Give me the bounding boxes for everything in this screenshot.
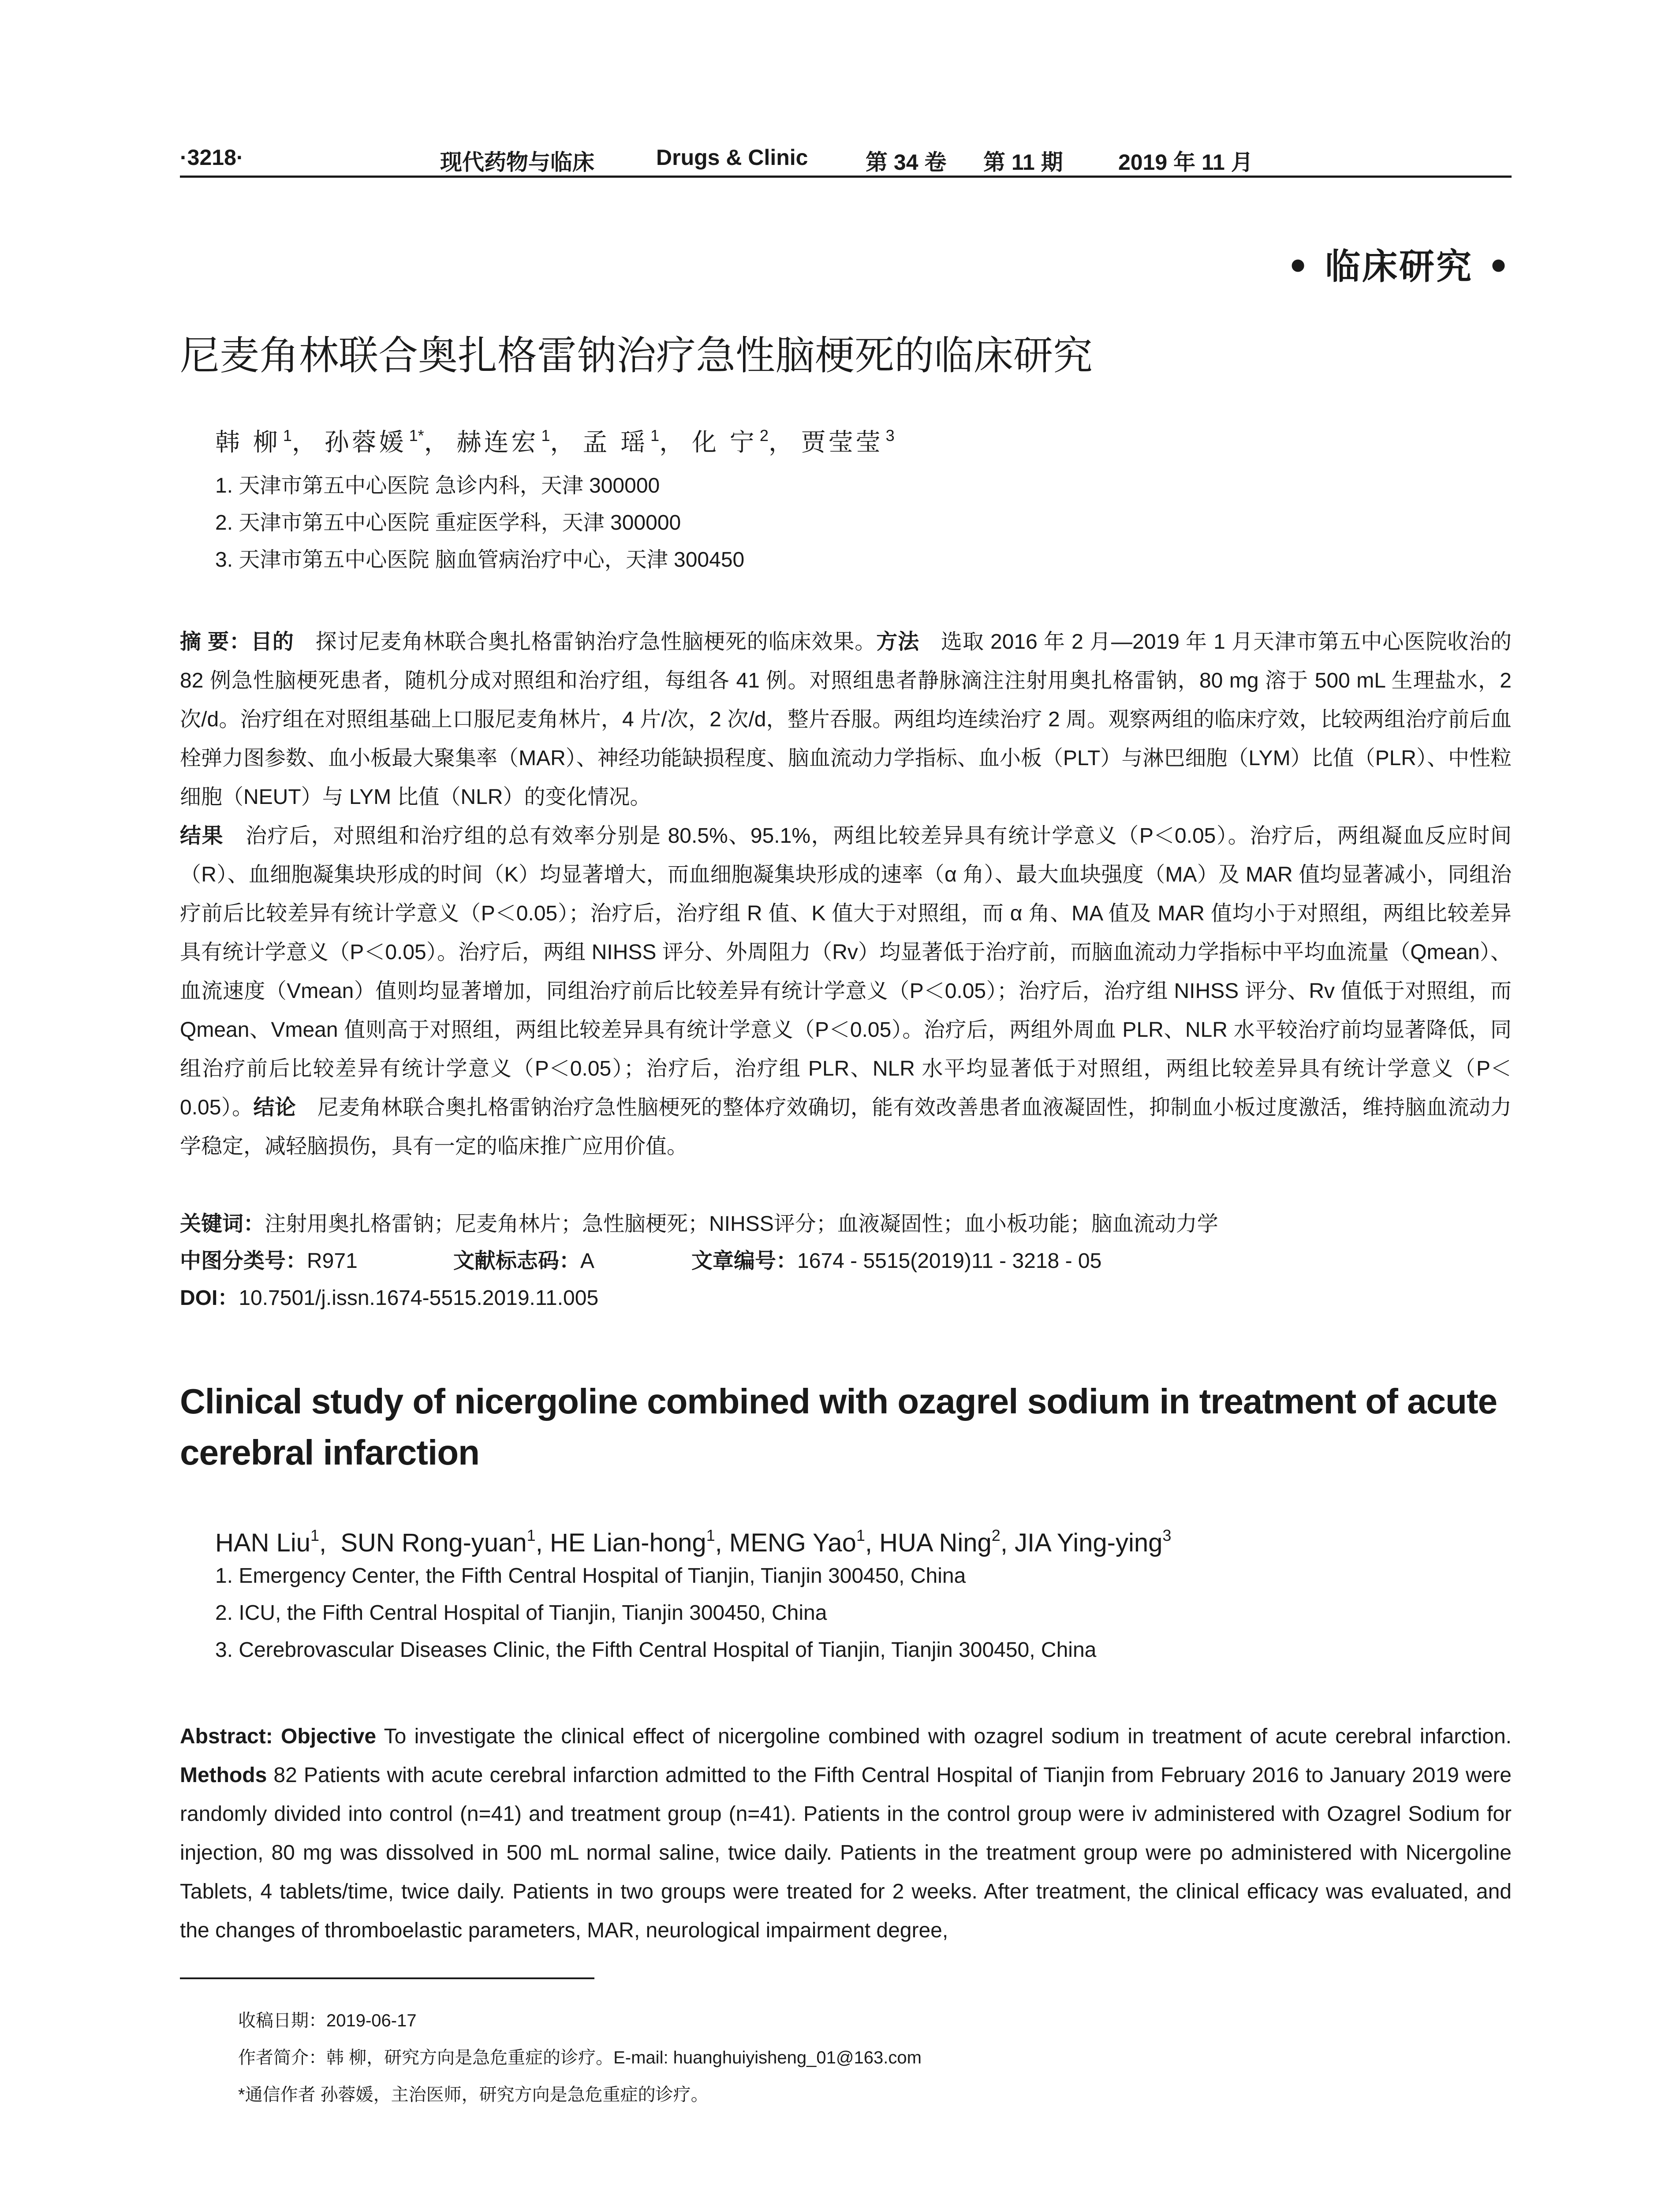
author-affiliation-mark: 3 — [1162, 1526, 1172, 1544]
objective-text: To investigate the clinical effect of nicergoline combined with ozagrel sodium in treatment of acute cerebral infarction. — [376, 1725, 1512, 1748]
conclusion-label: 结论 — [253, 1096, 296, 1119]
affiliation: 3. Cerebrovascular Diseases Clinic, the Fifth Central Hospital of Tianjin, Tianjin 300450, China — [215, 1638, 1097, 1662]
issue: 第 11 期 — [983, 150, 1063, 175]
methods-label: Methods — [180, 1764, 267, 1787]
author-affiliation-mark: 2 — [991, 1526, 1001, 1544]
article-metadata — [180, 1206, 1512, 1317]
header-divider — [180, 176, 1512, 178]
clc-label: 中图分类号： — [180, 1249, 307, 1273]
author-separator: ， — [291, 428, 317, 457]
author-separator: , — [715, 1529, 729, 1557]
doi-value[interactable]: 10.7501/j.issn.1674-5515.2019.11.005 — [239, 1286, 599, 1310]
author-affiliation-mark: 1 — [856, 1526, 865, 1544]
author-separator: ， — [768, 428, 793, 457]
author-name: JIA Ying-ying — [1015, 1529, 1163, 1557]
affiliation-list-cn — [215, 467, 1494, 579]
author-affiliation-mark: 1 — [526, 1526, 536, 1544]
author-separator: , — [319, 1529, 341, 1557]
results-text: 治疗后，对照组和治疗组的总有效率分别是 80.5%、95.1%，两组比较差异具有统计学意义（P＜0.05）。治疗后，两组凝血反应时间（R）、血细胞凝集块形成的时间（K）均显著增大，而血细胞凝集块形成的速率（α 角）、最大血块强度（MA）及 MAR 值均显著减小，同组治疗前后比较差异有统计学意义（P＜0.05）；治疗后，治疗组 R 值、K 值大于对照组，而 α 角、MA 值及 MAR 值均小于对照组，两组比较差异具有统计学意义（P＜0.05）。治疗后，两组 NIHSS 评分、外周阻力（Rv）均显著低于治疗前，而脑血流动力学指标中平均血流量（Qmean）、血流速度（Vmean）值则均显著增加，同组治疗前后比较差异有统计学意义（P＜0.05）；治疗后，治疗组 NIHSS 评分、Rv 值低于对照组，而 Qmean、Vmean 值则高于对照组，两组比较差异具有统计学意义（P＜0.05）。治疗后，两组外周血 PLR、NLR 水平较治疗前均显著降低，同组治疗前后比较差异有统计学意义（P＜0.05）；治疗后，治疗组 PLR、NLR 水平均显著低于对照组，两组比较差异具有统计学意义（P＜0.05）。 — [180, 824, 1512, 1119]
author-separator: ， — [424, 428, 449, 457]
author-name: 韩 柳 — [215, 428, 280, 457]
journal-name-cn: 现代药物与临床 — [440, 149, 594, 175]
doc-code-value: A — [580, 1249, 595, 1273]
abstract-label: 摘 要： — [180, 630, 251, 654]
author-bio: 作者简介：韩 柳，研究方向是急危重症的诊疗。E-mail: huanghuiyisheng_01@163.com — [238, 2048, 922, 2067]
methods-text: 选取 2016 年 2 月—2019 年 1 月天津市第五中心医院收治的 82 例急性脑梗死患者，随机分成对照组和治疗组，每组各 41 例。对照组患者静脉滴注注射用奥扎格雷钠，80 mg 溶于 500 mL 生理盐水，2 次/d。治疗组在对照组基础上口服尼麦角林片，4 片/次，2 次/d，整片吞服。两组均连续治疗 2 周。观察两组的临床疗效，比较两组治疗前后血栓弹力图参数、血小板最大聚集率（MAR）、神经功能缺损程度、脑血流动力学指标、血小板（PLT）与淋巴细胞（LYM）比值（PLR）、中性粒细胞（NEUT）与 LYM 比值（NLR）的变化情况。 — [180, 630, 1512, 809]
doc-code-label: 文献标志码： — [453, 1249, 581, 1273]
author-name: 赫连宏 — [456, 428, 539, 457]
abstract-label: Abstract: — [180, 1725, 281, 1748]
abstract-en — [180, 1717, 1512, 1950]
author-name: 孟 瑶 — [582, 428, 648, 457]
footnotes — [238, 2002, 1508, 2113]
classification-row — [180, 1243, 1512, 1280]
article-title-cn: 尼麦角林联合奥扎格雷钠治疗急性脑梗死的临床研究 — [180, 334, 1093, 378]
publication-date: 2019 年 11 月 — [1118, 150, 1253, 175]
affiliation: 2. 天津市第五中心医院 重症医学科，天津 300000 — [215, 511, 681, 534]
author-separator: , — [1000, 1529, 1015, 1557]
keywords-value: 注射用奥扎格雷钠；尼麦角林片；急性脑梗死；NIHSS评分；血液凝固性；血小板功能；脑血流动力学 — [265, 1212, 1218, 1236]
received-date: 收稿日期：2019-06-17 — [238, 2011, 417, 2030]
author-separator: ， — [550, 428, 575, 457]
objective-label: Objective — [281, 1725, 377, 1748]
author-name: 化 宁 — [692, 428, 757, 457]
corresponding-author: *通信作者 孙蓉媛，主治医师，研究方向是急危重症的诊疗。 — [238, 2085, 709, 2104]
doi-row — [180, 1280, 1512, 1317]
author-separator: , — [535, 1529, 550, 1557]
author-name: HAN Liu — [215, 1529, 310, 1557]
author-name: HE Lian-hong — [549, 1529, 706, 1557]
author-list-en — [215, 1517, 1171, 1562]
volume: 第 34 卷 — [866, 150, 947, 175]
author-affiliation-mark: 1* — [409, 426, 424, 445]
author-name: SUN Rong-yuan — [340, 1529, 527, 1557]
author-affiliation-mark: 1 — [650, 426, 660, 445]
footnote-divider — [180, 1977, 594, 1979]
affiliation: 1. 天津市第五中心医院 急诊内科，天津 300000 — [215, 474, 660, 497]
author-separator: , — [865, 1529, 880, 1557]
keywords-cn — [180, 1206, 1512, 1243]
author-name: 孙蓉媛 — [324, 428, 407, 457]
author-affiliation-mark: 1 — [310, 1526, 320, 1544]
clc-value: R971 — [307, 1249, 358, 1273]
author-affiliation-mark: 3 — [885, 426, 895, 445]
author-affiliation-mark: 1 — [541, 426, 550, 445]
keywords-label: 关键词： — [180, 1212, 265, 1236]
author-affiliation-mark: 1 — [283, 426, 292, 445]
objective-label: 目的 — [250, 630, 294, 654]
article-title-en: Clinical study of nicergoline combined with ozagrel sodium in treatment of acute cerebral infarction — [180, 1382, 1497, 1472]
page-number: ·3218· — [180, 145, 244, 170]
author-separator: ， — [659, 428, 684, 457]
methods-label: 方法 — [876, 630, 920, 654]
results-label: 结果 — [180, 824, 224, 848]
conclusion-text: 尼麦角林联合奥扎格雷钠治疗急性脑梗死的整体疗效确切，能有效改善患者血液凝固性，抑制血小板过度激活，维持脑血流动力学稳定，减轻脑损伤，具有一定的临床推广应用价值。 — [180, 1096, 1512, 1158]
author-affiliation-mark: 1 — [706, 1526, 715, 1544]
article-number-label: 文章编号： — [691, 1249, 798, 1273]
affiliation: 3. 天津市第五中心医院 脑血管病治疗中心，天津 300450 — [215, 548, 745, 572]
abstract-cn — [180, 623, 1512, 1166]
author-name: 贾莹莹 — [801, 428, 883, 457]
affiliation-list-en — [215, 1558, 1494, 1669]
author-name: HUA Ning — [879, 1529, 992, 1557]
running-header — [180, 140, 1512, 180]
column-label: • 临床研究 • — [1287, 246, 1512, 287]
methods-text: 82 Patients with acute cerebral infarction admitted to the Fifth Central Hospital of Tianjin from February 2016 to January 2019 were randomly divided into control (n=41) and treatment group (n=41). Patients in the control group were iv administered with Ozagrel Sodium for injection, 80 mg was dissolved in 500 mL normal saline, twice daily. Patients in the treatment group were po administered with Nicergoline Tablets, 4 tablets/time, twice daily. Patients in two groups were treated for 2 weeks. After treatment, the clinical efficacy was evaluated, and the changes of thromboelastic parameters, MAR, neurological impairment degree, — [180, 1764, 1512, 1942]
objective-text: 探讨尼麦角林联合奥扎格雷钠治疗急性脑梗死的临床效果。 — [294, 630, 877, 654]
affiliation: 1. Emergency Center, the Fifth Central Hospital of Tianjin, Tianjin 300450, China — [215, 1564, 966, 1588]
author-list-cn — [215, 418, 895, 460]
doi-label: DOI： — [180, 1286, 239, 1310]
article-number-value: 1674 - 5515(2019)11 - 3218 - 05 — [797, 1249, 1102, 1273]
journal-name-en: Drugs & Clinic — [656, 145, 808, 170]
author-affiliation-mark: 2 — [759, 426, 769, 445]
affiliation: 2. ICU, the Fifth Central Hospital of Tianjin, Tianjin 300450, China — [215, 1601, 827, 1625]
author-name: MENG Yao — [729, 1529, 856, 1557]
